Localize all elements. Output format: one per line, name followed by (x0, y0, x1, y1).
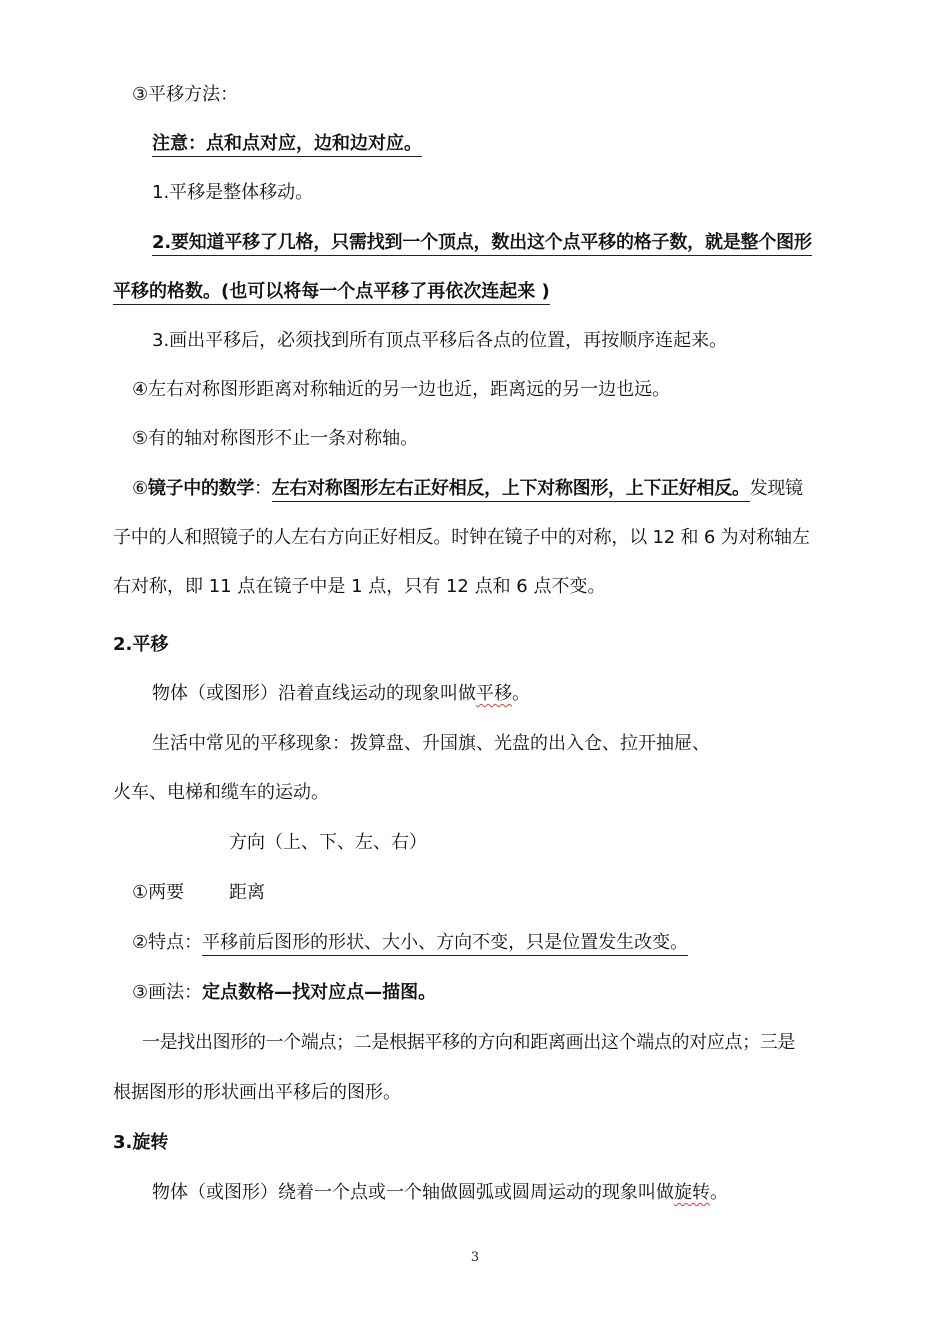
text-fragment: 平移前后图形的形状、大小、方向不变，只是位置发生改变 (202, 932, 671, 953)
text-line: ③平移方法： (132, 84, 239, 105)
text-fragment: 。 (710, 1182, 728, 1203)
list-marker: ⑥ (132, 478, 148, 499)
underlined-text: 2.要知道平移了几格，只需找到一个顶点，数出这个点平移的格子数，就是整个图形 (152, 232, 812, 256)
term: 旋转 (674, 1182, 710, 1203)
underlined-text: 注意：点和点对应，边和边对应。 (152, 133, 422, 157)
text-fragment: 。 (670, 932, 689, 953)
text-fragment: ③画法： (132, 982, 203, 1003)
underlined-text (202, 932, 688, 956)
text-line: ⑤有的轴对称图形不止一条对称轴。 (132, 428, 419, 449)
bold-text: 镜子中的数学 (147, 478, 255, 499)
text-line: 距离 (229, 882, 265, 903)
section-heading: 3.旋转 (113, 1132, 169, 1153)
underlined-text: 平移的格数。(也可以将每一个点平移了再依次连起来 ) (113, 281, 550, 305)
text-fragment: 发现镜 (749, 478, 803, 499)
text-fragment: ②特点： (132, 932, 203, 953)
text-line (132, 930, 688, 956)
text-fragment: 物体（或图形）沿着直线运动的现象叫做 (152, 683, 476, 704)
text-line: 火车、电梯和缆车的运动。 (113, 782, 329, 803)
text-line: 根据图形的形状画出平移后的图形。 (113, 1082, 401, 1103)
bold-text: 定点数格—找对应点—描图。 (202, 982, 437, 1003)
text-fragment: 。 (512, 683, 530, 704)
text-line (152, 681, 530, 707)
section-heading: 2.平移 (113, 634, 169, 655)
term: 平移 (476, 683, 512, 704)
text-line: 子中的人和照镜子的人左右方向正好相反。时钟在镜子中的对称，以 12 和 6 为对称轴左 (113, 527, 810, 548)
note-line (152, 131, 422, 157)
text-line (152, 1180, 728, 1206)
text-line: ①两要 (132, 882, 185, 903)
text-line: 1.平移是整体移动。 (152, 182, 314, 203)
text-line: 右对称，即 11 点在镜子中是 1 点，只有 12 点和 6 点不变。 (113, 576, 606, 597)
text-fragment: 物体（或图形）绕着一个点或一个轴做圆弧或圆周运动的现象叫做 (152, 1182, 674, 1203)
page-number: 3 (470, 1250, 480, 1265)
text-line: 一是找出图形的一个端点；二是根据平移的方向和距离画出这个端点的对应点；三是 (142, 1032, 796, 1053)
text-line (132, 980, 436, 1006)
text-line: 生活中常见的平移现象：拨算盘、升国旗、光盘的出入仓、拉开抽屉、 (152, 733, 710, 754)
colon: ： (254, 478, 272, 499)
bold-line (113, 279, 550, 305)
text-line (132, 476, 803, 502)
text-line: ④左右对称图形距离对称轴近的另一边也近，距离远的另一边也远。 (132, 379, 671, 400)
text-line: 方向（上、下、左、右） (229, 832, 427, 853)
text-line: 3.画出平移后，必须找到所有顶点平移后各点的位置，再按顺序连起来。 (152, 330, 728, 351)
bold-line (152, 230, 812, 256)
underlined-text: 左右对称图形左右正好相反，上下对称图形，上下正好相反。 (272, 478, 750, 502)
